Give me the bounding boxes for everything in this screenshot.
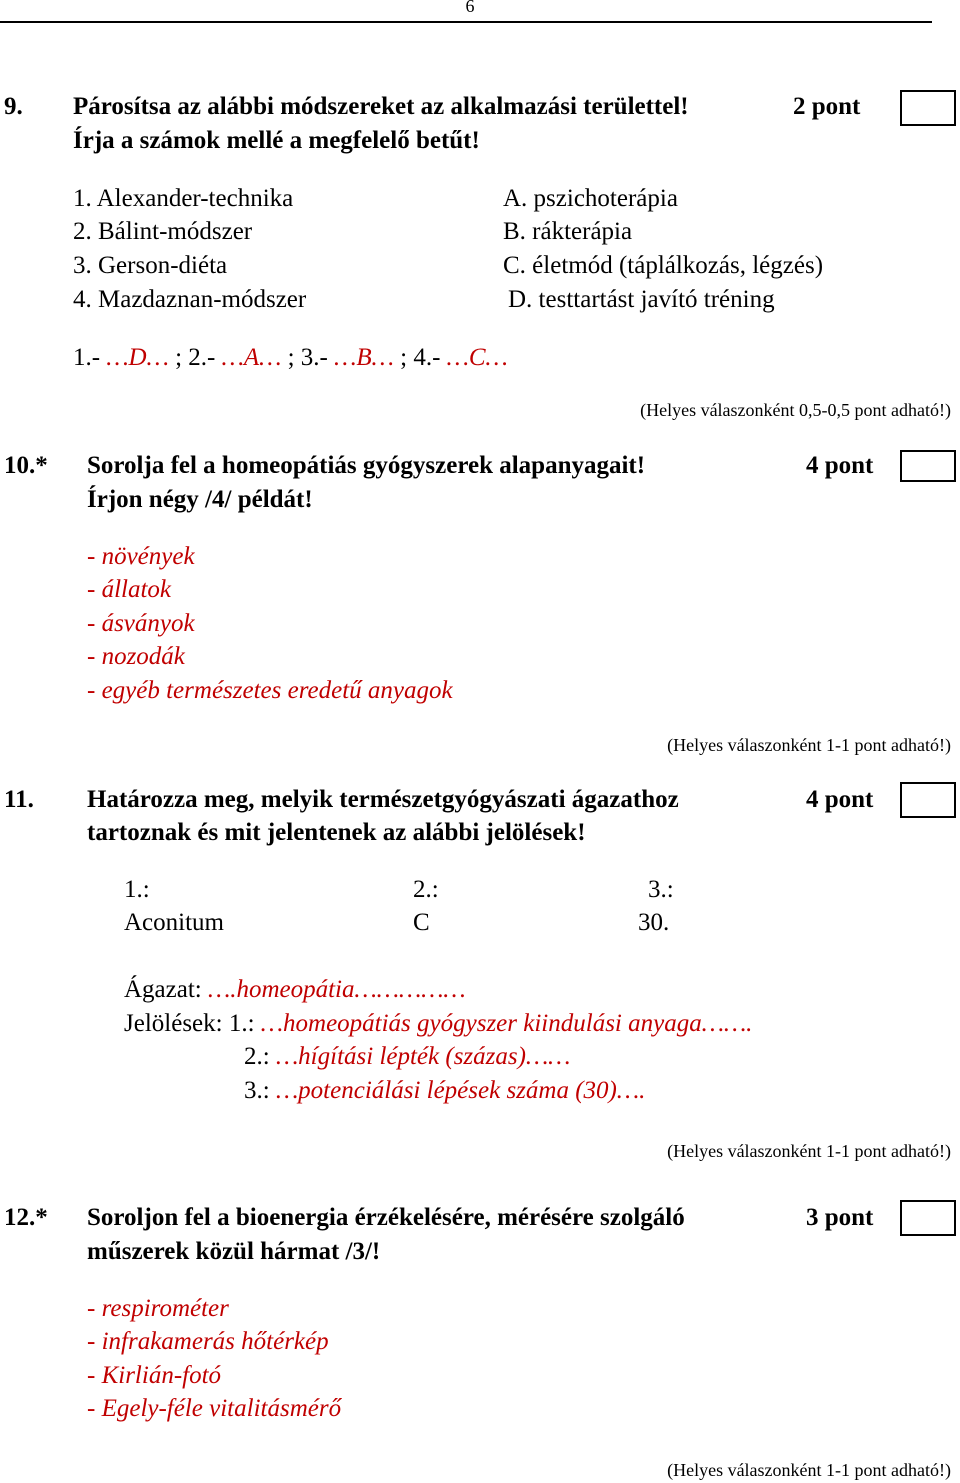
q10-answer-item: - nozodák (87, 643, 185, 670)
q9-right-item: C. életmód (táplálkozás, légzés) (503, 252, 824, 279)
q9-answer-sep: ; 3.- (281, 344, 335, 371)
q10-answer-item: - állatok (87, 576, 172, 603)
q11-mark2-label: 2.: (244, 1043, 270, 1070)
q9-left-item: 2. Bálint-módszer (73, 218, 253, 245)
q11-mark3-label: 3.: (244, 1077, 270, 1104)
page-number: 6 (465, 0, 475, 16)
q10-score-box[interactable] (900, 450, 956, 482)
q12-prompt-line2: műszerek közül hármat /3/! (87, 1238, 381, 1265)
q9-answer-2: …A… (221, 344, 282, 371)
q11-header: 3.: (648, 876, 674, 903)
q9-scoring-note: (Helyes válaszonként 0,5-0,5 pont adható!) (640, 400, 951, 420)
q9-right-item: A. pszichoterápia (503, 185, 678, 212)
q11-prompt-line1: Határozza meg, melyik természetgyógyászati ágazathoz (87, 786, 679, 813)
q12-score-box[interactable] (900, 1200, 956, 1236)
q11-branch-answer: ….homeopátia…………… (207, 976, 466, 1003)
q9-right-item: D. testtartást javító tréning (508, 286, 775, 313)
q10-points: 4 pont (806, 452, 874, 479)
q11-mark3-line (244, 1077, 645, 1105)
q9-points: 2 pont (793, 93, 861, 120)
q9-answer-1: …D… (106, 344, 169, 371)
q12-answer-item: - Egely-féle vitalitásmérő (87, 1395, 342, 1422)
q10-answer-item: - egyéb természetes eredetű anyagok (87, 677, 453, 704)
q9-prompt-line2: Írja a számok mellé a megfelelő betűt! (73, 127, 480, 154)
q9-number: 9. (4, 93, 23, 120)
q12-answer-item: - infrakamerás hőtérkép (87, 1328, 329, 1355)
q11-number: 11. (4, 786, 34, 813)
q9-left-item: 4. Mazdaznan-módszer (73, 286, 307, 313)
q9-left-item: 3. Gerson-diéta (73, 252, 228, 279)
q10-number: 10.* (4, 452, 48, 479)
q9-answer-prefix: 1.- (73, 344, 107, 371)
q12-prompt-line1: Soroljon fel a bioenergia érzékelésére, mérésére szolgáló (87, 1204, 685, 1231)
q11-header: 2.: (413, 876, 439, 903)
q11-mark1-line (124, 1010, 752, 1038)
q9-score-box[interactable] (900, 90, 956, 126)
q9-answer-line (73, 344, 508, 372)
q11-value: C (413, 909, 430, 936)
q12-number: 12.* (4, 1204, 48, 1231)
q9-answer-sep: ; 4.- (393, 344, 447, 371)
q11-branch-label: Ágazat: (124, 976, 202, 1003)
q9-right-item: B. rákterápia (503, 218, 633, 245)
q11-value: 30. (638, 909, 670, 936)
q10-scoring-note: (Helyes válaszonként 1-1 pont adható!) (667, 735, 951, 755)
q9-answer-4: …C… (446, 344, 508, 371)
q11-mark3-answer: …potenciálási lépések száma (30)…. (275, 1077, 646, 1104)
q10-prompt-line1: Sorolja fel a homeopátiás gyógyszerek alapanyagait! (87, 452, 646, 479)
q11-header: 1.: (124, 876, 150, 903)
q11-score-box[interactable] (900, 782, 956, 818)
q11-mark2-line (244, 1043, 570, 1071)
q11-value: Aconitum (124, 909, 224, 936)
q11-marks-label: Jelölések: 1.: (124, 1010, 255, 1037)
q12-scoring-note: (Helyes válaszonként 1-1 pont adható!) (667, 1460, 951, 1480)
q11-scoring-note: (Helyes válaszonként 1-1 pont adható!) (667, 1141, 951, 1161)
q11-points: 4 pont (806, 786, 874, 813)
q10-prompt-line2: Írjon négy /4/ példát! (87, 486, 313, 513)
q11-mark2-answer: …hígítási lépték (százas)…… (275, 1043, 571, 1070)
header-rule (0, 21, 932, 23)
q12-answer-item: - respirométer (87, 1295, 229, 1322)
q9-answer-3: …B… (334, 344, 394, 371)
q11-branch-line (124, 976, 466, 1004)
q10-answer-item: - növények (87, 543, 195, 570)
q11-mark1-answer: …homeopátiás gyógyszer kiindulási anyaga……. (260, 1010, 753, 1037)
q9-left-item: 1. Alexander-technika (73, 185, 294, 212)
q9-prompt-line1: Párosítsa az alábbi módszereket az alkalmazási területtel! (73, 93, 689, 120)
q12-points: 3 pont (806, 1204, 874, 1231)
q11-prompt-line2: tartoznak és mit jelentenek az alábbi jelölések! (87, 819, 586, 846)
q12-answer-item: - Kirlián-fotó (87, 1362, 222, 1389)
q10-answer-item: - ásványok (87, 610, 195, 637)
q9-answer-sep: ; 2.- (168, 344, 222, 371)
